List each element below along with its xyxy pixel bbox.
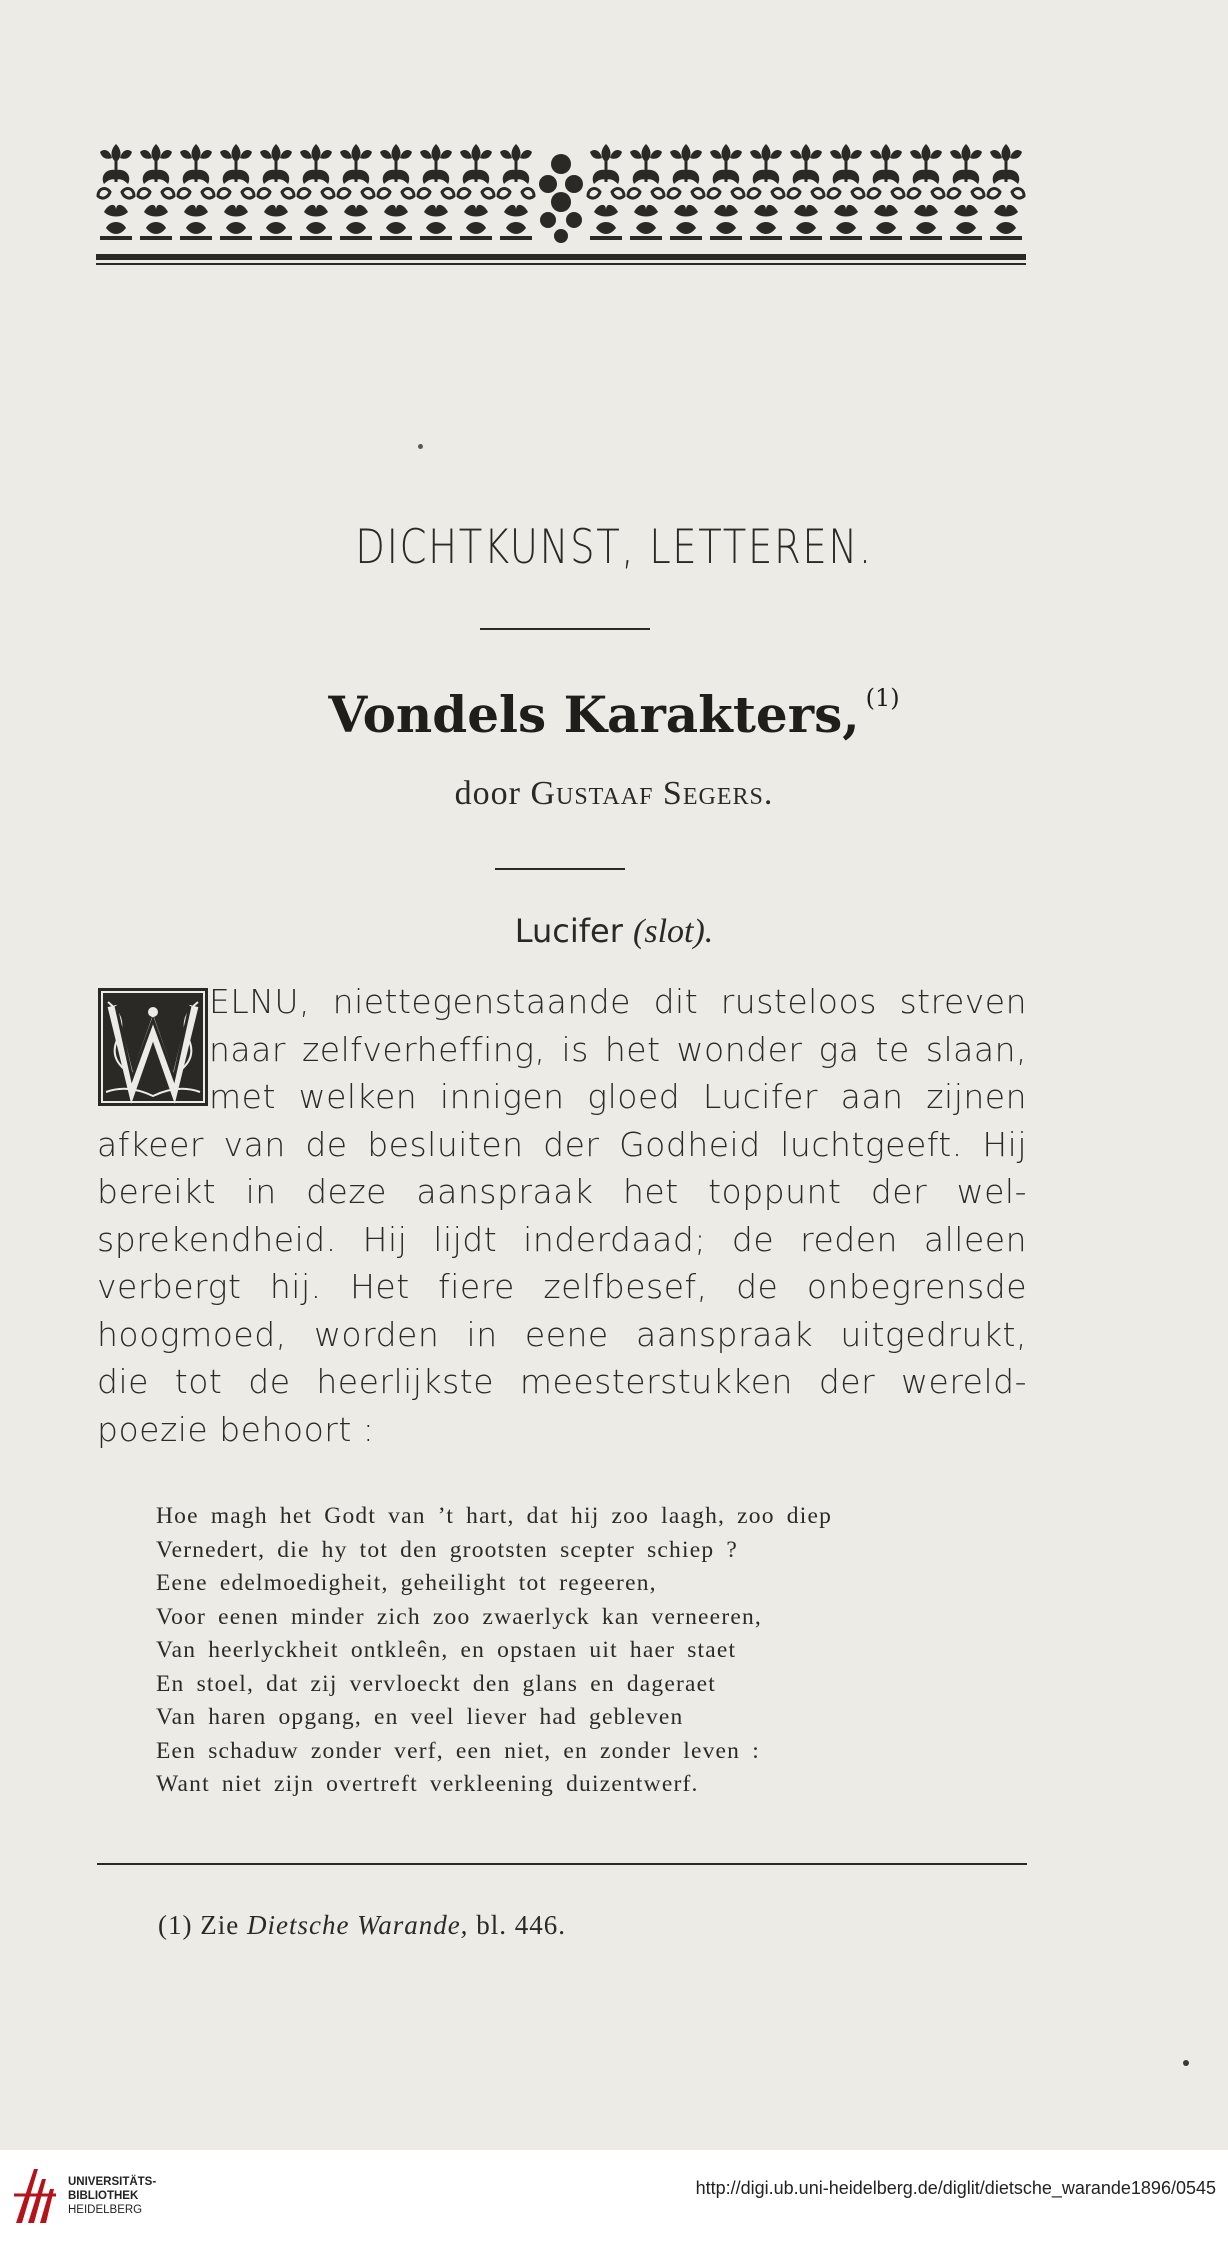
- footnote-number: (1) Zie: [158, 1910, 240, 1940]
- poem-line: Van haren opgang, en veel liever had gebleven: [156, 1704, 684, 1730]
- footnote: [158, 1910, 566, 1941]
- title-footnote-ref: (1): [865, 684, 900, 712]
- article-title-text: Vondels Karakters,: [328, 685, 860, 744]
- poem-line: Eene edelmoedigheit, geheilight tot regeeren,: [156, 1570, 657, 1596]
- byline-divider: [495, 868, 625, 870]
- institution-line: UNIVERSITÄTS-: [68, 2176, 157, 2188]
- poem-quotation: [156, 1500, 986, 1802]
- subheading-emphasis: (slot).: [633, 913, 714, 950]
- poem-line: En stoel, dat zij vervloeckt den glans en dageraet: [156, 1670, 717, 1697]
- body-line: met welken innigen gloed Lucifer aan zijnen: [209, 1077, 1027, 1116]
- university-library-logo-icon[interactable]: [12, 2165, 58, 2227]
- byline-prefix: door: [454, 775, 521, 812]
- source-url-link[interactable]: http://digi.ub.uni-heidelberg.de/diglit/dietsche_warande1896/0545: [695, 2178, 1216, 2198]
- ink-speck: [418, 444, 423, 449]
- institution-name: [68, 2175, 156, 2217]
- ornament-rule-thin: [96, 263, 1026, 265]
- byline-author: Gustaaf Segers.: [530, 775, 774, 812]
- ornament-rule-thick: [96, 254, 1026, 260]
- body-line: ELNU, niettegenstaande dit rusteloos streven: [209, 982, 1027, 1021]
- article-title: [0, 684, 1228, 744]
- byline: [0, 775, 1228, 813]
- footnote-source: Dietsche Warande,: [246, 1910, 469, 1940]
- footnote-page: bl. 446.: [476, 1910, 566, 1940]
- footnote-divider: [97, 1863, 1027, 1865]
- floral-ornament-icon: [96, 140, 1026, 252]
- body-line: afkeer van de besluiten der Godheid luchtgeeft. Hij: [97, 1124, 1027, 1164]
- body-line: die tot de heerlijkste meesterstukken der wereld-: [97, 1362, 1027, 1401]
- poem-line: Want niet zijn overtreft verkleening duizentwerf.: [156, 1771, 699, 1797]
- poem-line: Voor eenen minder zich zoo zwaerlyck kan verneeren,: [156, 1603, 762, 1630]
- poem-line: Vernedert, die hy tot den grootsten scepter schiep ?: [156, 1536, 739, 1563]
- poem-line: Een schaduw zonder verf, een niet, en zonder leven :: [156, 1737, 760, 1764]
- poem-line: Hoe magh het Godt van ’t hart, dat hij zoo laagh, zoo diep: [156, 1503, 833, 1529]
- heading-divider: [480, 628, 650, 630]
- subheading-main: Lucifer: [514, 912, 623, 950]
- body-line: poezie behoort :: [97, 1409, 375, 1449]
- body-line: hoogmoed, worden in eene aanspraak uitgedrukt,: [97, 1314, 1027, 1354]
- body-line: naar zelfverheffing, is het wonder ga te slaan,: [209, 1029, 1027, 1069]
- body-line: verbergt hij. Het fiere zelfbesef, de onbegrensde: [97, 1267, 1027, 1306]
- body-line: bereikt in deze aanspraak het toppunt der wel-: [97, 1172, 1027, 1211]
- section-heading: DICHTKUNST, LETTEREN.: [355, 520, 873, 575]
- body-paragraph: [97, 978, 1027, 1453]
- institution-line: BIBLIOTHEK: [68, 2190, 139, 2202]
- poem-line: Van heerlyckheit ontkleên, en opstaen uit haer staet: [156, 1637, 737, 1663]
- decorative-ornament-band: [96, 140, 1026, 252]
- ink-speck: [1183, 2060, 1189, 2066]
- body-line: sprekendheid. Hij lijdt inderdaad; de reden alleen: [97, 1219, 1027, 1259]
- subheading: [0, 912, 1228, 951]
- institution-line: HEIDELBERG: [68, 2204, 143, 2216]
